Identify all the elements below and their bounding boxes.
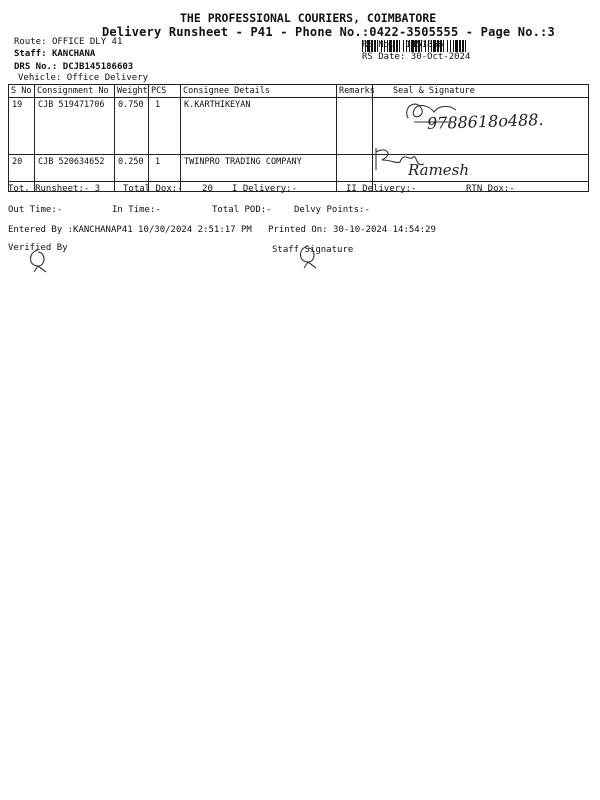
cell-consignee: K.KARTHIKEYAN [181,98,337,155]
cell-weight: 0.750 [115,98,149,155]
drs-label: DRS No.: [14,62,58,72]
staff-line [14,49,95,59]
rs-date-line [362,52,470,62]
staff-initial [296,244,322,274]
drs-value: DCJB145186603 [62,62,134,72]
barcode-bar [453,40,454,52]
cell-consignment: CJB 519471706 [35,98,115,155]
col-remarks: Remarks [337,85,373,98]
ii-delivery: II Delivery:- [346,184,417,194]
tot-runsheet: Tot. Runsheet:- 3 [8,184,101,194]
vehicle-value: Office Delivery [66,73,149,83]
rs-date-label: RS Date: [362,52,406,62]
verified-by: Verified By [8,243,68,253]
barcode-bar [462,40,464,52]
col-consignment: Consignment No [35,85,115,98]
cell-weight: 0.250 [115,155,149,192]
route-label: Route: [14,37,47,47]
rs-no-line [362,40,443,50]
route-line [14,37,122,47]
total-dox-label: Total Dox:- [123,184,183,194]
cell-pcs: 1 [149,155,181,192]
staff-signature: Staff Signature [272,245,354,255]
barcode-bar [465,40,466,52]
rs-no-label: RS No.: [362,40,400,50]
initial-scribble-icon [296,244,322,270]
totals-divider [8,181,588,182]
i-delivery: I Delivery:- [232,184,298,194]
staff-label: Staff: [14,49,47,59]
rs-date-value: 30-Oct-2024 [410,52,471,62]
delvy-points: Delvy Points:- [294,205,370,215]
total-dox-value: 20 [202,184,213,194]
drs-line [14,62,133,72]
rs-no-value: 1451866 [405,40,444,50]
barcode-bar [459,40,461,52]
company-name: THE PROFESSIONAL COURIERS, COIMBATORE [180,11,437,25]
barcode-bar [450,40,451,52]
in-time: In Time:- [112,205,161,215]
runsheet-table [8,84,589,192]
initial-scribble-icon [26,248,52,274]
barcode-bar [447,40,448,52]
cell-consignment: CJB 520634652 [35,155,115,192]
total-pod: Total POD:- [212,205,272,215]
handwritten-name: Ramesh [408,161,470,179]
cell-sno: 19 [9,98,35,155]
vehicle-line [18,73,148,83]
cell-remarks [337,98,373,155]
cell-sno: 20 [9,155,35,192]
barcode-bar [455,40,458,52]
verified-initial [26,248,52,278]
cell-consignee: TWINPRO TRADING COMPANY [181,155,337,192]
col-sno: S No [9,85,35,98]
col-seal-signature: Seal & Signature [373,85,589,98]
entered-by: Entered By :KANCHANAP41 10/30/2024 2:51:17 PM [8,225,252,235]
runsheet-title: Delivery Runsheet - P41 - Phone No.:0422-3505555 - Page No.:3 [102,25,555,39]
handwritten-phone: 9788618o488. [426,109,544,134]
col-weight: Weight [115,85,149,98]
rtn-dox: RTN Dox:- [466,184,515,194]
cell-pcs: 1 [149,98,181,155]
staff-value: KANCHANA [51,49,96,59]
route-value: OFFICE DLY 41 [51,37,123,47]
printed-on: Printed On: 30-10-2024 14:54:29 [268,225,436,235]
vehicle-label: Vehicle: [18,73,62,83]
col-pcs: PCS [149,85,181,98]
total-dox [123,184,213,194]
table-header-row [9,85,589,98]
out-time: Out Time:- [8,205,63,215]
col-consignee: Consignee Details [181,85,337,98]
